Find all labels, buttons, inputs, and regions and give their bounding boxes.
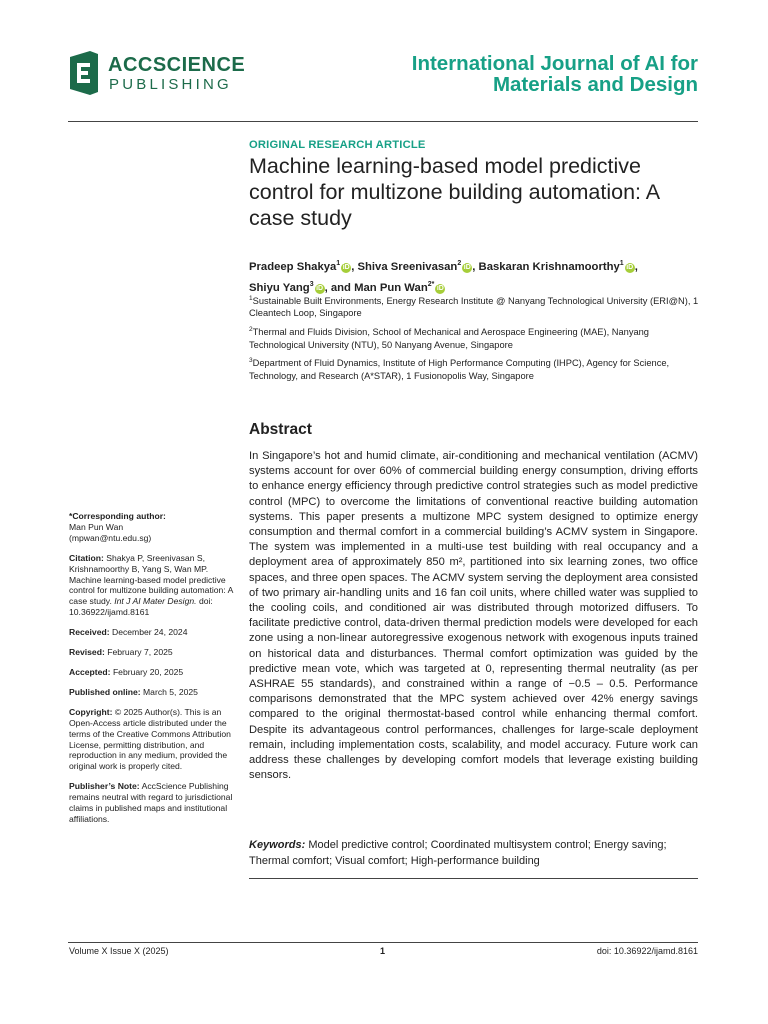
affiliation-number: 1 (249, 295, 253, 302)
footer-doi[interactable]: doi: 10.36922/ijamd.8161 (596, 946, 698, 956)
author-name: Man Pun Wan (354, 281, 428, 294)
author-separator: , (351, 260, 358, 273)
citation-doi[interactable]: doi: 10.36922/ijamd.8161 (69, 596, 213, 618)
accepted-date (69, 667, 237, 678)
author-affiliation-mark: 3 (309, 280, 314, 288)
keywords-label: Keywords: (249, 839, 306, 851)
author (479, 261, 638, 273)
accepted-value: February 20, 2025 (112, 666, 184, 677)
revised-label: Revised: (69, 647, 105, 658)
affiliation-text: Thermal and Fluids Division, School of Mechanical and Aerospace Engineering (MAE), Nanyang Technological University (NTU), 50 Nanyang Avenue, Singapore (249, 327, 649, 350)
footer-divider (68, 942, 698, 943)
received-value: December 24, 2024 (112, 627, 188, 638)
copyright (69, 707, 237, 772)
author-separator: , (634, 260, 638, 273)
article-type-label: ORIGINAL RESEARCH ARTICLE (249, 139, 426, 151)
publisher-note (69, 781, 237, 825)
revised-date (69, 647, 237, 658)
author (354, 282, 445, 294)
citation-label: Citation: (69, 552, 104, 563)
affiliation-list (249, 293, 699, 387)
affiliation-number: 2 (249, 326, 253, 334)
accepted-label: Accepted: (69, 666, 111, 677)
corresponding-author-label: *Corresponding author: (69, 511, 166, 521)
affiliation (249, 293, 699, 320)
corresponding-author-name: Man Pun Wan (69, 521, 124, 532)
published-date (69, 687, 237, 698)
affiliation-text: Sustainable Built Environments, Energy Research Institute @ Nanyang Technological University (ERI@N), 1 Cleantech Loop, Singapore (249, 296, 699, 319)
logo-text-publishing: PUBLISHING (109, 76, 232, 93)
affiliation (249, 355, 699, 382)
publisher-logo (68, 51, 246, 97)
affiliation-number: 3 (249, 357, 253, 365)
publisher-note-label: Publisher’s Note: (69, 781, 140, 792)
author (357, 261, 478, 273)
author-name: Shiva Sreenivasan (357, 260, 458, 273)
author-affiliation-mark: 2 (457, 260, 462, 267)
citation-journal: Int J AI Mater Design. (114, 596, 197, 607)
author (249, 261, 357, 273)
author-affiliation-mark: 2* (427, 280, 435, 288)
abstract-heading: Abstract (249, 421, 312, 438)
journal-title (338, 53, 698, 95)
article-title: Machine learning-based model predictive control for multizone building automation: A case study (249, 154, 659, 230)
author-name: Baskaran Krishnamoorthy (478, 260, 620, 273)
revised-value: February 7, 2025 (107, 647, 173, 658)
received-date (69, 627, 237, 638)
author-separator: , and (324, 281, 355, 294)
keywords-divider (249, 878, 698, 879)
author-name: Shiyu Yang (249, 281, 310, 294)
author-affiliation-mark: 1 (336, 260, 341, 267)
author-name: Pradeep Shakya (249, 260, 337, 273)
article-info-sidebar (69, 511, 237, 834)
author-list (249, 255, 699, 297)
orcid-icon[interactable]: iD (626, 263, 634, 271)
copyright-label: Copyright: (69, 706, 113, 717)
footer-volume: Volume X Issue X (2025) (69, 946, 169, 956)
affiliation-text: Department of Fluid Dynamics, Institute of High Performance Computing (IHPC), Agency for Science, Technology, and Research (A*STAR), 1 Fusionopolis Way, Singapore (249, 358, 670, 381)
journal-title-line-1: International Journal of AI for (411, 52, 698, 75)
author (249, 282, 354, 294)
keywords (249, 838, 698, 869)
published-value: March 5, 2025 (143, 686, 198, 697)
orcid-icon[interactable]: iD (316, 284, 324, 292)
orcid-icon[interactable]: iD (463, 263, 471, 271)
logo-text-accscience: ACCSCIENCE (108, 54, 246, 76)
corresponding-author (69, 511, 237, 544)
accscience-logo-icon (68, 51, 100, 95)
keywords-text: Model predictive control; Coordinated multisystem control; Energy saving; Thermal comfort; Visual comfort; High-performance building (249, 839, 667, 867)
copyright-text: © 2025 Author(s). This is an Open-Access article distributed under the terms of the Creative Commons Attribution License, permitting distribution, and reproduction in any medium, provided the original work is properly cited. (69, 706, 231, 772)
orcid-icon[interactable]: iD (342, 263, 350, 271)
journal-title-line-2: Materials and Design (492, 73, 698, 96)
author-separator: , (472, 260, 479, 273)
received-label: Received: (69, 627, 110, 638)
corresponding-author-email[interactable]: (mpwan@ntu.edu.sg) (69, 532, 152, 543)
header-divider (68, 121, 698, 122)
page-number: 1 (380, 946, 386, 956)
citation-text: Shakya P, Sreenivasan S, Krishnamoorthy B, Yang S, Wan MP. Machine learning-based model predictive control for multizone building automation: A case study. (69, 552, 233, 607)
publisher-note-text: AccScience Publishing remains neutral with regard to jurisdictional claims in published maps and institutional affiliations. (69, 781, 233, 824)
citation (69, 553, 237, 618)
author-affiliation-mark: 1 (619, 260, 624, 267)
orcid-icon[interactable]: iD (436, 284, 444, 292)
published-label: Published online: (69, 686, 141, 697)
abstract-text: In Singapore’s hot and humid climate, air-conditioning and mechanical ventilation (ACMV) systems account for over 60% of commercial building energy consumption, driving efforts to enhance energy efficiency through predictive control strategies such as model predictive control (MPC) to overcome the limitations of conventional reactive building automation systems. This paper presents a multizone MPC system designed to optimize energy consumption and thermal comfort in a commercial building’s ACMV system in Singapore. The system was implemented in a multi-use test building with real occupancy and a deployment area of approximately 850 m², partitioned into six learning zones, two office spaces, and three open spaces. The ACMV system serving the deployment area consisted of two primary air-handling units and 16 fan coil units, where chilled water was supplied to the cooling coils, and conditioned air was distributed through motorized diffusers. To facilitate predictive control, data-driven thermal prediction models were developed for each zone using a non-linear autoregressive exogenous network with exogenous inputs trained on historical data and disturbances. Thermal comfort optimization was guided by the predictive mean vote, which was targeted at 0, representing thermal neutrality (as per ASHRAE 55 standards), and constrained within a range of −0.5 – 0.5. Performance comparisons demonstrated that the MPC system achieved over 42% energy savings compared to the original thermostat-based control while enhancing thermal comfort. Despite its advantageous control performances, challenges for large-scale deployment remain, including implementation costs, scalability, and model accuracy. Future work can address these challenges by developing comfort models that leverage existing building sensors. (249, 450, 698, 782)
affiliation (249, 324, 699, 351)
